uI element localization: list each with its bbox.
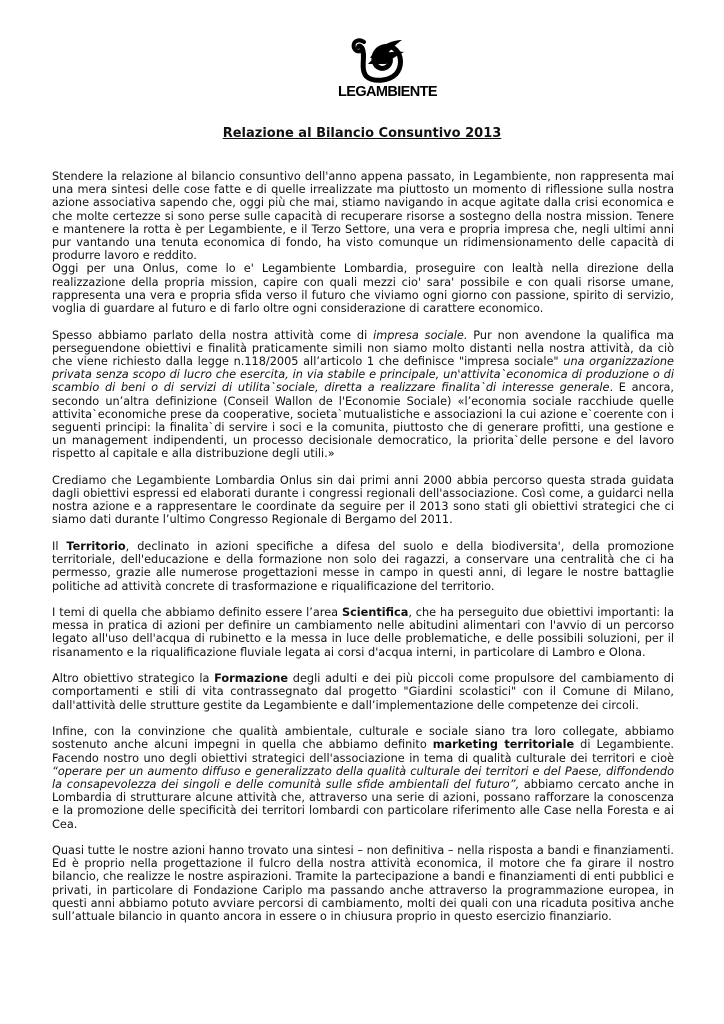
p6-bold-scientifica: Scientifica — [341, 606, 409, 620]
p3-emphasis-impresa-sociale: impresa sociale. — [373, 328, 468, 342]
paragraph-8 — [52, 725, 674, 831]
paragraph-4: Crediamo che Legambiente Lombardia Onlus sin dai primi anni 2000 abbia percorso questa strada guidata dagli obiettivi espressi ed elaborati durante i congressi regionali dell'associazione. Così come, a guidarci nella nostra azione e a rappresentare le coordinate da seguire per il 2013 sono stati gli obiettivi strategici che ci siamo dati durante l’ultimo Congresso Regionale di Bergamo del 2011. — [52, 473, 674, 527]
p8-text-e: abbiamo cercato anche in Lombardia di strutturare alcune attività che, attraverso una serie di azioni, possano rafforzare la conoscenza e la promozione delle specificità dei territori lombardi con particolare riferimento alle Case nella Foresta e ai Cea. — [52, 777, 674, 831]
p5-bold-territorio: Territorio — [66, 539, 126, 553]
p8-bold-marketing-territoriale: marketing territoriale — [432, 738, 575, 752]
paragraph-2: Oggi per una Onlus, come lo e' Legambiente Lombardia, proseguire con lealtà nella direzione della realizzazione della propria mission, capire con quali mezzi cio' sara' possibile e con quali risorse umane, rappresenta una vera e propria sfida verso il futuro che viviamo ogni giorno con passione, spirito di servizio, voglia di guardare al futuro e di farlo oltre ogni considerazione di carattere economico. — [52, 262, 674, 316]
paragraph-1: Stendere la relazione al bilancio consuntivo dell'anno appena passato, in Legambiente, non rappresenta mai una mera sintesi delle cose fatte e di quelle irrealizzate ma piuttosto un momento di riflessione sulla nostra azione associativa sapendo che, oggi più che mai, stiamo navigando in acque agitate dalla crisi economica e che molte certezze si sono perse sulle capacità di recuperare risorse a sostegno della nostra mission. Tenere e mantenere la rotta è per Legambiente, e il Terzo Settore, una vera e propria impresa che, negli ultimi anni pur vantando una tenuta economica di fondo, ha visto comunque un ridimensionamento delle capacità di produrre lavoro e reddito. — [52, 170, 674, 263]
paragraph-6 — [52, 606, 674, 659]
p8-text-c: di Legambiente. Facendo nostro uno degli obiettivi strategici dell'associazione in tema di qualità culturale dei territori e cioè — [52, 738, 674, 765]
paragraph-7 — [52, 672, 674, 712]
paragraph-5 — [52, 540, 674, 593]
p3-text-a: Spesso abbiamo parlato della nostra attività come di — [52, 328, 374, 342]
p3-text-c: Pur non avendone la qualifica ma perseguendone obiettivi e finalità praticamente simili non siamo molto distanti nella nostra attività, da ciò che viene richiesto dalla legge n.118/2005 all’articolo 1 che definisce "impresa sociale" — [52, 328, 674, 368]
paragraph-3 — [52, 329, 674, 461]
legambiente-logo — [338, 34, 437, 100]
p8-quote: “operare per un aumento diffuso e generalizzato della qualità culturale dei territori e del Paese, diffondendo la consapevolezza dei singoli e delle comunità sulle sfide ambientali del futuro”, — [52, 764, 674, 791]
p7-bold-formazione: Formazione — [214, 672, 289, 686]
p5-text-a: Il — [52, 539, 67, 553]
logo-wordmark: LEGAMBIENTE — [338, 84, 437, 100]
p3-text-e: . E ancora, secondo un’altra definizione (Conseil Wallon de l'Economie Sociale) «l’economia sociale racchiude quelle attivita`economiche prese da cooperative, societa`mutualistiche e associazioni la cui azione e`coerente con i seguenti principi: la finalita`di servire i soci e la comunita, piuttosto che di generare profitti, una gestione e un management indipendenti, un processo decisionale democratico, la priorita`delle persone e del lavoro rispetto al capitale e alla distribuzione degli utili.» — [52, 381, 674, 461]
p8-text-a: Infine, con la convinzione che qualità ambientale, culturale e sociale siano tra loro collegate, abbiamo sostenuto anche alcuni impegni in quella che abbiamo definito — [52, 725, 674, 752]
p6-text-c: , che ha perseguito due obiettivi importanti: la messa in pratica di azioni per definire un cambiamento nelle abitudini alimentari con l'avvio di un percorso legato all'uso dell'acqua di rubinetto e la messa in luce delle problematiche, e delle possibili soluzioni, per il risanamento e la riqualificazione fluviale legata ai corsi d'acqua interni, in particolare di Lambro e Olona. — [52, 606, 674, 659]
p7-text-a: Altro obiettivo strategico la — [52, 672, 215, 686]
p7-text-c: degli adulti e dei più piccoli come propulsore del cambiamento di comportamenti e stili di vita contrassegnato dal progetto "Giardini scolastici" con il Comune di Milano, dall'attività delle strutture gestite da Legambiente e dall’implementazione delle competenze dei circoli. — [52, 672, 674, 712]
p6-text-a: I temi di quella che abbiamo definito essere l’area — [52, 606, 342, 620]
swan-icon — [350, 34, 406, 84]
document-body — [52, 170, 674, 937]
p3-legal-definition: una organizzazione privata senza scopo di lucro che esercita, in via stabile e principale, un'attivita`economica di produzione o di scambio di beni o di servizi di utilita`sociale, diretta a realizzare finalita`di interesse generale — [52, 354, 674, 395]
p5-text-c: , declinato in azioni specifiche a difesa del suolo e della biodiversita', della promozione territoriale, dell'educazione e della formazione non solo dei ragazzi, a conservare una centralità che ci ha permesso, grazie alle numerose progettazioni messe in campo in questi anni, di legare le nostre battaglie politiche ad attività concrete di trasformazione e riqualificazione del territorio. — [52, 539, 675, 593]
paragraph-9: Quasi tutte le nostre azioni hanno trovato una sintesi – non definitiva – nella risposta a bandi e finanziamenti. Ed è proprio nella progettazione il fulcro della nostra attività economica, il motore che fa girare il nostro bilancio, che realizze le nostre aspirazioni. Tramite la partecipazione a bandi e finanziamenti di enti pubblici e privati, in particolare di Fondazione Cariplo ma passando anche attraverso la programmazione europea, in questi anni abbiamo potuto avviare percorsi di cambiamento, molti dei quali con una ricaduta positiva anche sull’attuale bilancio in quanto ancora in essere o in chiusura proprio in questo esercizio finanziario. — [52, 844, 674, 924]
document-title: Relazione al Bilancio Consuntivo 2013 — [222, 126, 502, 141]
